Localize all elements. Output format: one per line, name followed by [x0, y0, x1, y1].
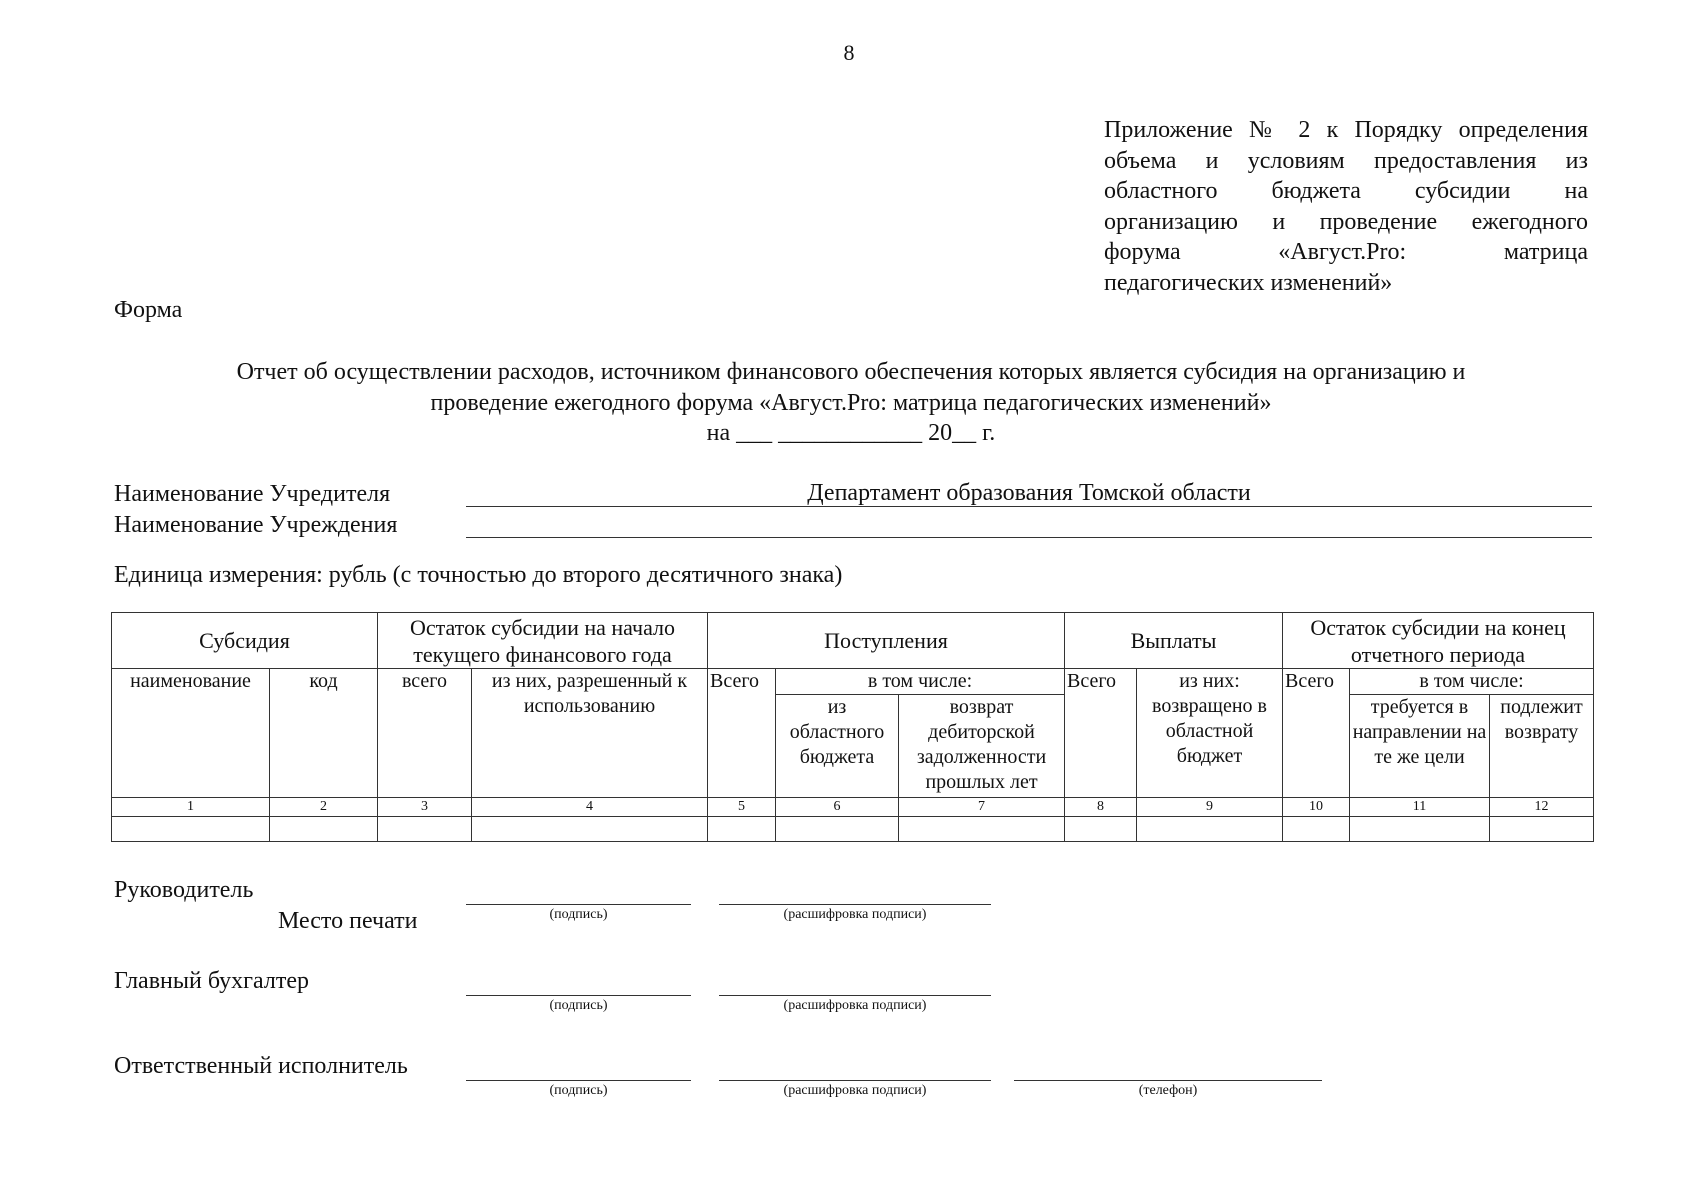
head-label: Руководитель: [114, 877, 254, 903]
executor-phone-line[interactable]: [1014, 1078, 1322, 1081]
accountant-signature-caption: (подпись): [549, 998, 608, 1013]
header-from-budget: из областного бюджета: [776, 695, 899, 798]
data-cell[interactable]: [1490, 817, 1594, 842]
table-row: [112, 817, 1594, 842]
executor-decoding-caption: (расшифровка подписи): [783, 1083, 927, 1098]
title-line: Отчет об осуществлении расходов, источником финансового обеспечения которых является субсидия на организацию и: [236, 359, 1466, 385]
data-cell[interactable]: [1350, 817, 1490, 842]
column-number: 1: [112, 798, 270, 817]
header-end-total: Всего: [1283, 669, 1350, 798]
stamp-label: Место печати: [278, 908, 418, 934]
appendix-line: форума «Август.Pro: матрица: [1104, 239, 1588, 265]
form-label: Форма: [114, 297, 183, 323]
header-code: код: [270, 669, 378, 798]
accountant-decoding-caption: (расшифровка подписи): [783, 998, 927, 1013]
data-cell[interactable]: [378, 817, 472, 842]
head-signature-line[interactable]: [466, 902, 691, 905]
header-payments-total: Всего: [1065, 669, 1137, 798]
header-receipts-total: Всего: [708, 669, 776, 798]
column-number: 8: [1065, 798, 1137, 817]
data-cell[interactable]: [1137, 817, 1283, 842]
appendix-line: объема и условиям предоставления из: [1104, 147, 1588, 174]
head-decoding-caption: (расшифровка подписи): [783, 907, 927, 922]
data-cell[interactable]: [776, 817, 899, 842]
appendix-line: организацию и проведение ежегодного: [1104, 208, 1588, 235]
header-subsidy: Субсидия: [112, 613, 378, 669]
header-end-incl: в том числе:: [1350, 669, 1594, 695]
data-cell[interactable]: [270, 817, 378, 842]
page-number: 8: [843, 40, 855, 65]
column-number: 10: [1283, 798, 1350, 817]
header-name: наименование: [112, 669, 270, 798]
header-end-balance: Остаток субсидии на конец отчетного периода: [1283, 613, 1594, 669]
column-number: 7: [899, 798, 1065, 817]
data-cell[interactable]: [112, 817, 270, 842]
header-refund: возврат дебиторской задолженности прошлых лет: [899, 695, 1065, 798]
executor-decoding-line[interactable]: [719, 1078, 991, 1081]
executor-phone-caption: (телефон): [1138, 1083, 1198, 1098]
founder-field[interactable]: Департамент образования Томской области: [466, 480, 1592, 507]
header-receipts-incl: в том числе:: [776, 669, 1065, 695]
column-number: 12: [1490, 798, 1594, 817]
executor-signature-caption: (подпись): [549, 1083, 608, 1098]
data-cell[interactable]: [708, 817, 776, 842]
institution-field[interactable]: [466, 511, 1592, 538]
chief-accountant-label: Главный бухгалтер: [114, 968, 309, 994]
appendix-line: Приложение № 2 к Порядку определения: [1104, 117, 1588, 143]
data-cell[interactable]: [899, 817, 1065, 842]
title-line: проведение ежегодного форума «Август.Pro: матрица педагогических изменений»: [430, 389, 1272, 416]
header-to-return: подлежит возврату: [1490, 695, 1594, 798]
executor-signature-line[interactable]: [466, 1078, 691, 1081]
column-number: 11: [1350, 798, 1490, 817]
column-number: 6: [776, 798, 899, 817]
header-receipts: Поступления: [708, 613, 1065, 669]
report-date-line: на ___ ____________ 20__ г.: [706, 420, 996, 446]
founder-label: Наименование Учредителя: [114, 481, 391, 507]
appendix-line: областного бюджета субсидии на: [1104, 178, 1588, 204]
header-start-balance: Остаток субсидии на начало текущего финансового года: [378, 613, 708, 669]
institution-label: Наименование Учреждения: [114, 512, 398, 538]
header-payments-returned: из них: возвращено в областной бюджет: [1137, 669, 1283, 798]
column-number: 5: [708, 798, 776, 817]
column-number: 9: [1137, 798, 1283, 817]
header-allowed: из них, разрешенный к использованию: [472, 669, 708, 798]
column-number: 2: [270, 798, 378, 817]
header-same-purpose: требуется в направлении на те же цели: [1350, 695, 1490, 798]
executor-label: Ответственный исполнитель: [114, 1053, 408, 1079]
accountant-signature-line[interactable]: [466, 993, 691, 996]
data-cell[interactable]: [472, 817, 708, 842]
column-number: 4: [472, 798, 708, 817]
data-cell[interactable]: [1283, 817, 1350, 842]
data-cell[interactable]: [1065, 817, 1137, 842]
report-table: [111, 612, 1594, 842]
header-payments: Выплаты: [1065, 613, 1283, 669]
appendix-note: [1104, 115, 1588, 298]
column-number: 3: [378, 798, 472, 817]
head-decoding-line[interactable]: [719, 902, 991, 905]
accountant-decoding-line[interactable]: [719, 993, 991, 996]
head-signature-caption: (подпись): [549, 907, 608, 922]
unit-of-measure: Единица измерения: рубль (с точностью до второго десятичного знака): [114, 562, 843, 588]
header-start-total: всего: [378, 669, 472, 798]
report-title: [114, 357, 1588, 449]
appendix-line: педагогических изменений»: [1104, 269, 1393, 296]
